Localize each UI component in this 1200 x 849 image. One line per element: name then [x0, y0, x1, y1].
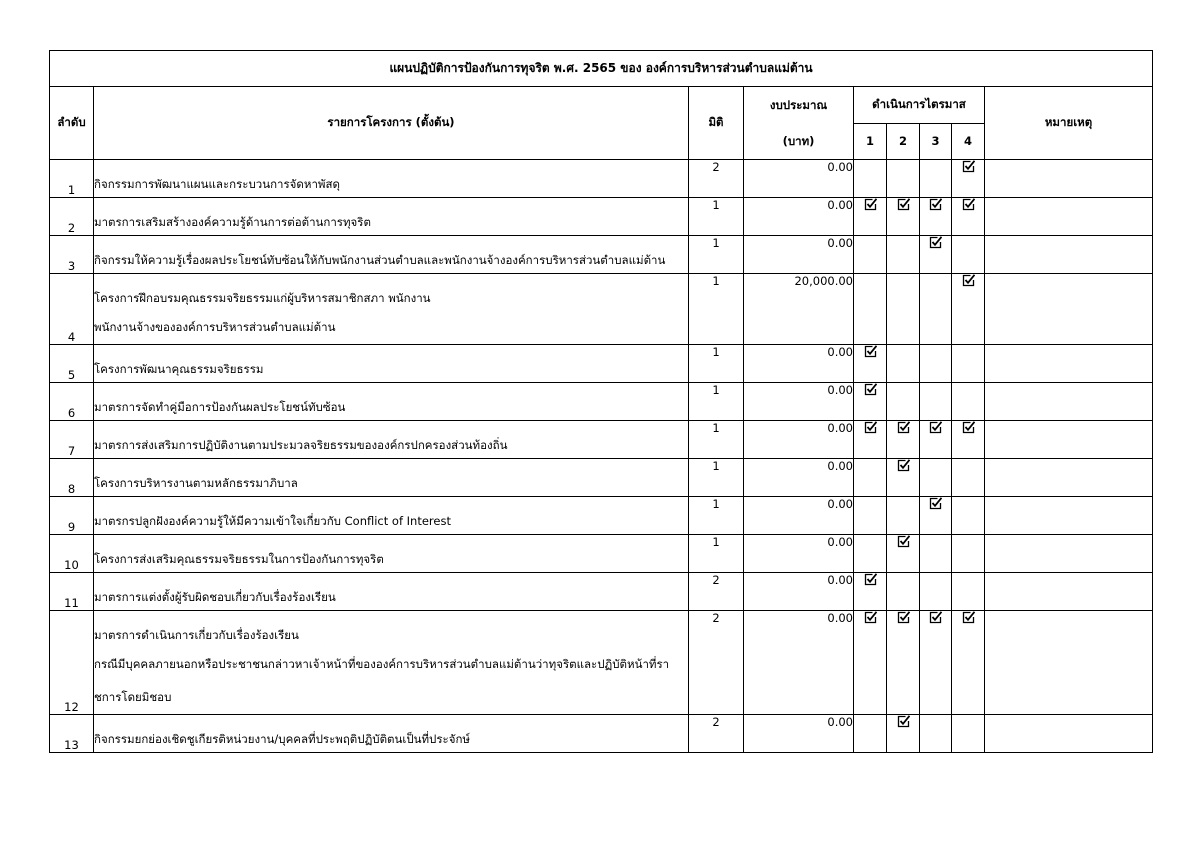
row-budget: 0.00: [744, 198, 854, 236]
table-row: [50, 383, 1153, 421]
project-name-line: ชการโดยมิชอบ: [94, 690, 172, 704]
row-quarter-3: [920, 345, 952, 383]
row-dimension: 1: [689, 198, 744, 236]
row-seq: 4: [50, 274, 94, 345]
row-project-name: [94, 236, 689, 274]
row-quarter-1: [854, 160, 887, 198]
row-quarter-1: [854, 383, 887, 421]
table-row: [50, 573, 1153, 611]
project-name-line: มาตรการส่งเสริมการปฏิบัติงานตามประมวลจริยธรรมขององค์กรปกครองส่วนท้องถิ่น: [94, 438, 508, 452]
row-quarter-2: [887, 459, 920, 497]
table-row: [50, 535, 1153, 573]
header-budget: [744, 87, 854, 160]
checkbox-checked-icon: [929, 421, 942, 434]
project-name-line: มาตรการเสริมสร้างองค์ความรู้ด้านการต่อต้านการทุจริต: [94, 215, 371, 229]
row-budget: 20,000.00: [744, 274, 854, 345]
row-quarter-3: [920, 715, 952, 753]
project-name-line: พนักงานจ้างขององค์การบริหารส่วนตำบลแม่ต้าน: [94, 320, 336, 334]
row-remarks: [985, 497, 1153, 535]
row-project-name: [94, 497, 689, 535]
row-remarks: [985, 345, 1153, 383]
row-quarter-4: [952, 421, 985, 459]
header-quarter-2: 2: [887, 123, 920, 160]
checkbox-checked-icon: [929, 497, 942, 510]
row-quarter-4: [952, 236, 985, 274]
row-quarter-2: [887, 535, 920, 573]
row-quarter-3: [920, 236, 952, 274]
row-quarter-3: [920, 611, 952, 715]
row-dimension: 1: [689, 459, 744, 497]
row-seq: 9: [50, 497, 94, 535]
checkbox-checked-icon: [929, 198, 942, 211]
checkbox-checked-icon: [962, 160, 975, 173]
project-name-line: โครงการบริหารงานตามหลักธรรมาภิบาล: [94, 476, 298, 490]
row-project-name: [94, 160, 689, 198]
row-seq: 11: [50, 573, 94, 611]
project-name-line: มาตรกรปลูกฝังองค์ความรู้ให้มีความเข้าใจเกี่ยวกับ Conflict of Interest: [94, 514, 451, 528]
table-row: [50, 611, 1153, 715]
row-quarter-3: [920, 160, 952, 198]
row-seq: 5: [50, 345, 94, 383]
row-seq: 12: [50, 611, 94, 715]
row-remarks: [985, 459, 1153, 497]
row-quarter-4: [952, 497, 985, 535]
row-remarks: [985, 383, 1153, 421]
row-seq: 7: [50, 421, 94, 459]
checkbox-checked-icon: [864, 421, 877, 434]
row-remarks: [985, 535, 1153, 573]
row-quarter-2: [887, 160, 920, 198]
row-quarter-3: [920, 573, 952, 611]
header-quarter-3: 3: [920, 123, 952, 160]
row-seq: 8: [50, 459, 94, 497]
anti-corruption-plan-table: [49, 50, 1153, 753]
row-budget: 0.00: [744, 715, 854, 753]
table-body: [50, 160, 1153, 753]
row-remarks: [985, 198, 1153, 236]
row-quarter-4: [952, 274, 985, 345]
row-seq: 13: [50, 715, 94, 753]
header-seq: ลำดับ: [50, 87, 94, 160]
table-row: [50, 198, 1153, 236]
row-project-name: [94, 535, 689, 573]
project-name-line: กิจกรรมการพัฒนาแผนและกระบวนการจัดหาพัสดุ: [94, 177, 340, 191]
checkbox-checked-icon: [897, 535, 910, 548]
checkbox-checked-icon: [929, 236, 942, 249]
checkbox-checked-icon: [864, 383, 877, 396]
row-quarter-2: [887, 236, 920, 274]
project-name-line: กิจกรรมให้ความรู้เรื่องผลประโยชน์ทับซ้อนให้กับพนักงานส่วนตำบลและพนักงานจ้างองค์การบริหารส่วนตำบลแม่ต้าน: [94, 253, 666, 267]
row-quarter-4: [952, 535, 985, 573]
row-quarter-1: [854, 236, 887, 274]
row-quarter-4: [952, 345, 985, 383]
project-name-line: โครงการฝึกอบรมคุณธรรมจริยธรรมแก่ผู้บริหารสมาชิกสภา พนักงาน: [94, 291, 431, 305]
row-dimension: 1: [689, 274, 744, 345]
row-project-name: [94, 421, 689, 459]
checkbox-checked-icon: [897, 198, 910, 211]
header-remarks: หมายเหตุ: [985, 87, 1153, 160]
checkbox-checked-icon: [962, 421, 975, 434]
row-remarks: [985, 715, 1153, 753]
checkbox-checked-icon: [962, 198, 975, 211]
row-quarter-3: [920, 535, 952, 573]
row-quarter-3: [920, 421, 952, 459]
table-row: [50, 160, 1153, 198]
checkbox-checked-icon: [864, 573, 877, 586]
header-budget-line1: งบประมาณ: [769, 98, 828, 112]
checkbox-checked-icon: [897, 611, 910, 624]
project-name-line: โครงการพัฒนาคุณธรรมจริยธรรม: [94, 362, 264, 376]
header-project: รายการโครงการ (ตั้งต้น): [94, 87, 689, 160]
row-project-name: [94, 573, 689, 611]
row-quarter-2: [887, 573, 920, 611]
row-budget: 0.00: [744, 383, 854, 421]
table-row: [50, 715, 1153, 753]
header-quarter-1: 1: [854, 123, 887, 160]
row-quarter-4: [952, 715, 985, 753]
row-budget: 0.00: [744, 160, 854, 198]
header-quarter-group: ดำเนินการไตรมาส: [854, 87, 985, 124]
row-quarter-2: [887, 421, 920, 459]
row-quarter-1: [854, 497, 887, 535]
row-dimension: 2: [689, 160, 744, 198]
row-dimension: 1: [689, 421, 744, 459]
project-name-line: มาตรการจัดทำคู่มือการป้องกันผลประโยชน์ทับซ้อน: [94, 400, 346, 414]
plan-title: แผนปฏิบัติการป้องกันการทุจริต พ.ศ. 2565 ของ องค์การบริหารส่วนตำบลแม่ต้าน: [50, 51, 1153, 87]
row-quarter-2: [887, 611, 920, 715]
table-row: [50, 459, 1153, 497]
row-dimension: 2: [689, 715, 744, 753]
row-quarter-1: [854, 715, 887, 753]
row-quarter-2: [887, 715, 920, 753]
table-row: [50, 421, 1153, 459]
row-seq: 2: [50, 198, 94, 236]
header-dimension: มิติ: [689, 87, 744, 160]
row-quarter-3: [920, 198, 952, 236]
project-name-line: มาตรการดำเนินการเกี่ยวกับเรื่องร้องเรียน: [94, 628, 299, 642]
row-quarter-3: [920, 383, 952, 421]
row-quarter-1: [854, 274, 887, 345]
row-remarks: [985, 236, 1153, 274]
row-remarks: [985, 421, 1153, 459]
row-dimension: 1: [689, 236, 744, 274]
checkbox-checked-icon: [864, 345, 877, 358]
header-budget-line2: (บาท): [782, 134, 815, 148]
project-name-line: มาตรการแต่งตั้งผู้รับผิดชอบเกี่ยวกับเรื่องร้องเรียน: [94, 590, 336, 604]
table-row: [50, 236, 1153, 274]
row-quarter-2: [887, 198, 920, 236]
row-budget: 0.00: [744, 459, 854, 497]
row-quarter-4: [952, 611, 985, 715]
row-project-name: [94, 198, 689, 236]
row-quarter-3: [920, 274, 952, 345]
row-seq: 10: [50, 535, 94, 573]
row-quarter-4: [952, 459, 985, 497]
row-project-name: [94, 459, 689, 497]
table-row: [50, 497, 1153, 535]
row-quarter-3: [920, 459, 952, 497]
checkbox-checked-icon: [897, 715, 910, 728]
row-budget: 0.00: [744, 236, 854, 274]
row-quarter-1: [854, 535, 887, 573]
row-budget: 0.00: [744, 535, 854, 573]
row-project-name: [94, 345, 689, 383]
row-dimension: 1: [689, 383, 744, 421]
row-budget: 0.00: [744, 345, 854, 383]
checkbox-checked-icon: [864, 611, 877, 624]
row-dimension: 1: [689, 345, 744, 383]
row-quarter-2: [887, 274, 920, 345]
row-budget: 0.00: [744, 497, 854, 535]
checkbox-checked-icon: [897, 459, 910, 472]
project-name-line: กิจกรรมยกย่องเชิดชูเกียรติหน่วยงาน/บุคคลที่ประพฤติปฏิบัติตนเป็นที่ประจักษ์: [94, 732, 470, 746]
table-row: [50, 274, 1153, 345]
row-quarter-1: [854, 421, 887, 459]
checkbox-checked-icon: [864, 198, 877, 211]
row-seq: 6: [50, 383, 94, 421]
row-remarks: [985, 573, 1153, 611]
row-dimension: 2: [689, 573, 744, 611]
row-quarter-4: [952, 198, 985, 236]
table-row: [50, 345, 1153, 383]
row-budget: 0.00: [744, 611, 854, 715]
row-project-name: [94, 274, 689, 345]
row-budget: 0.00: [744, 421, 854, 459]
row-quarter-4: [952, 383, 985, 421]
row-quarter-4: [952, 160, 985, 198]
row-quarter-2: [887, 383, 920, 421]
checkbox-checked-icon: [897, 421, 910, 434]
row-dimension: 2: [689, 611, 744, 715]
row-quarter-2: [887, 497, 920, 535]
row-quarter-2: [887, 345, 920, 383]
row-quarter-4: [952, 573, 985, 611]
row-quarter-1: [854, 198, 887, 236]
row-seq: 1: [50, 160, 94, 198]
row-project-name: [94, 715, 689, 753]
row-project-name: [94, 383, 689, 421]
header-quarter-4: 4: [952, 123, 985, 160]
row-quarter-1: [854, 345, 887, 383]
row-budget: 0.00: [744, 573, 854, 611]
row-quarter-1: [854, 573, 887, 611]
checkbox-checked-icon: [962, 611, 975, 624]
row-seq: 3: [50, 236, 94, 274]
row-remarks: [985, 611, 1153, 715]
row-quarter-1: [854, 611, 887, 715]
checkbox-checked-icon: [962, 274, 975, 287]
checkbox-checked-icon: [929, 611, 942, 624]
row-remarks: [985, 160, 1153, 198]
row-remarks: [985, 274, 1153, 345]
row-dimension: 1: [689, 535, 744, 573]
row-quarter-3: [920, 497, 952, 535]
project-name-line: กรณีมีบุคคลภายนอกหรือประชาชนกล่าวหาเจ้าหน้าที่ขององค์การบริหารส่วนตำบลแม่ต้านว่าทุจริตและปฏิบัติหน้าที่รา: [94, 657, 670, 671]
project-name-line: โครงการส่งเสริมคุณธรรมจริยธรรมในการป้องกันการทุจริต: [94, 552, 384, 566]
row-project-name: [94, 611, 689, 715]
row-quarter-1: [854, 459, 887, 497]
row-dimension: 1: [689, 497, 744, 535]
